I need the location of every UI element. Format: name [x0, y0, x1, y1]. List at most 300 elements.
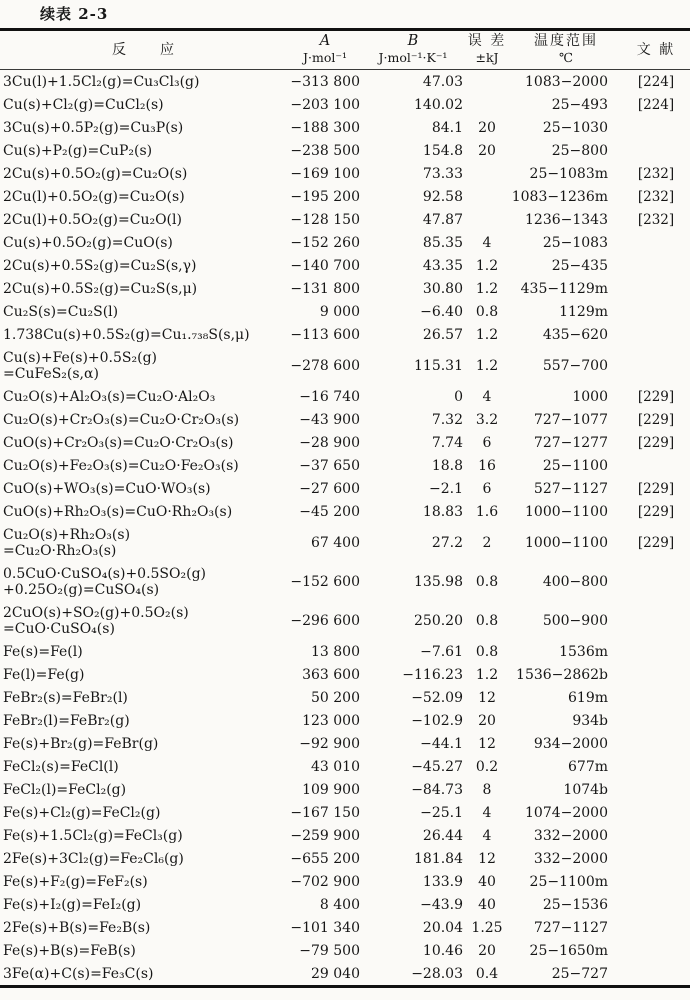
reaction-line: CuO(s)+Rh₂O₃(s)=CuO·Rh₂O₃(s): [3, 503, 233, 520]
table-row: [0, 116, 690, 139]
a-value-cell: −28 900: [299, 434, 360, 451]
error-value-cell: 0.8: [475, 303, 499, 320]
temp-range-cell: 619m: [568, 689, 608, 706]
temp-range-cell: 1000: [572, 388, 608, 405]
reaction-cell: [0, 686, 288, 709]
reference-cell: [229]: [637, 411, 675, 428]
reference-cell: [622, 663, 690, 686]
reference-cell: [232]: [637, 211, 675, 228]
reference-cell: [232]: [637, 188, 675, 205]
error-value-cell: 20: [478, 942, 496, 959]
temp-range-cell: 25−1100m: [529, 873, 608, 890]
reaction-cell: [0, 408, 288, 431]
reaction-line: Cu₂O(s)+Fe₂O₃(s)=Cu₂O·Fe₂O₃(s): [3, 457, 239, 474]
reaction-cell: [0, 601, 288, 640]
reaction-line: Fe(s)+F₂(g)=FeF₂(s): [3, 873, 148, 890]
a-value-cell: −195 200: [290, 188, 360, 205]
reference-cell: [622, 824, 690, 847]
a-value-cell: 9 000: [319, 303, 360, 320]
error-value-cell: 6: [482, 480, 492, 497]
header-B-symbol: B: [407, 33, 419, 49]
reference-cell: [232]: [637, 165, 675, 182]
a-value-cell: −43 900: [299, 411, 360, 428]
error-value-cell: 0.8: [475, 573, 499, 590]
reaction-cell: [0, 300, 288, 323]
reference-cell: [224]: [637, 96, 675, 113]
reaction-cell: [0, 939, 288, 962]
reference-cell: [622, 601, 690, 640]
temp-range-cell: 1074b: [563, 781, 608, 798]
reaction-cell: [0, 93, 288, 116]
reaction-line: Cu(s)+Cl₂(g)=CuCl₂(s): [3, 96, 164, 113]
temp-range-cell: 727−1077: [533, 411, 608, 428]
error-value-cell: 2: [482, 534, 492, 551]
table-row: [0, 346, 690, 385]
table-row: [0, 916, 690, 939]
reaction-line: 3Fe(α)+C(s)=Fe₃C(s): [3, 965, 154, 982]
b-value-cell: 92.58: [422, 188, 463, 205]
table-row: [0, 847, 690, 870]
reaction-cell: [0, 70, 288, 94]
reaction-cell: [0, 254, 288, 277]
reference-cell: [622, 755, 690, 778]
a-value-cell: −259 900: [290, 827, 360, 844]
reference-cell: [622, 939, 690, 962]
temp-range-cell: 25−800: [551, 142, 608, 159]
reference-cell: [622, 254, 690, 277]
a-value-cell: −45 200: [299, 503, 360, 520]
b-value-cell: 10.46: [422, 942, 463, 959]
reaction-line: Fe(s)+1.5Cl₂(g)=FeCl₃(g): [3, 827, 183, 844]
table-body: [0, 70, 690, 987]
b-value-cell: 7.74: [431, 434, 463, 451]
a-value-cell: −128 150: [290, 211, 360, 228]
error-value-cell: 1.25: [471, 919, 503, 936]
reference-cell: [622, 893, 690, 916]
reaction-cell: [0, 801, 288, 824]
temp-range-cell: 435−620: [542, 326, 608, 343]
b-value-cell: −52.09: [411, 689, 463, 706]
temp-range-cell: 527−1127: [533, 480, 608, 497]
error-value-cell: 12: [478, 735, 496, 752]
reaction-line: CuO(s)+WO₃(s)=CuO·WO₃(s): [3, 480, 211, 497]
reaction-cell: [0, 277, 288, 300]
a-value-cell: −140 700: [290, 257, 360, 274]
error-value-cell: 20: [478, 712, 496, 729]
error-value-cell: 3.2: [475, 411, 499, 428]
b-value-cell: 85.35: [422, 234, 463, 251]
reaction-cell: [0, 454, 288, 477]
reaction-line: 3Cu(l)+1.5Cl₂(g)=Cu₃Cl₃(g): [3, 73, 200, 90]
temp-range-cell: 25−1083m: [529, 165, 608, 182]
header-A-symbol: A: [319, 33, 331, 49]
temp-range-cell: 25−1536: [542, 896, 608, 913]
b-value-cell: −43.9: [420, 896, 463, 913]
reaction-line: CuO(s)+Cr₂O₃(s)=Cu₂O·Cr₂O₃(s): [3, 434, 234, 451]
table-row: [0, 477, 690, 500]
reaction-line: Cu₂O(s)+Al₂O₃(s)=Cu₂O·Al₂O₃: [3, 388, 216, 405]
error-value-cell: [464, 208, 510, 231]
reference-cell: [229]: [637, 503, 675, 520]
a-value-cell: 363 600: [302, 666, 360, 683]
error-value-cell: 40: [478, 873, 496, 890]
b-value-cell: 133.9: [422, 873, 463, 890]
header-B-unit: J·mol⁻¹·K⁻¹: [378, 50, 448, 65]
error-value-cell: 1.2: [475, 666, 499, 683]
table-row: [0, 185, 690, 208]
reaction-cell: [0, 323, 288, 346]
table-row: [0, 431, 690, 454]
reference-cell: [622, 231, 690, 254]
reaction-line: 2Cu(s)+0.5S₂(g)=Cu₂S(s,μ): [3, 280, 198, 297]
table-row: [0, 277, 690, 300]
a-value-cell: −131 800: [290, 280, 360, 297]
a-value-cell: −203 100: [290, 96, 360, 113]
table-row: [0, 385, 690, 408]
b-value-cell: 135.98: [414, 573, 463, 590]
b-value-cell: −84.73: [411, 781, 463, 798]
table-row: [0, 454, 690, 477]
table-row: [0, 300, 690, 323]
b-value-cell: 43.35: [422, 257, 463, 274]
temp-range-cell: 1236−1343: [525, 211, 608, 228]
a-value-cell: −113 600: [290, 326, 360, 343]
temp-range-cell: 1000−1100: [525, 534, 608, 551]
error-value-cell: 20: [478, 119, 496, 136]
temp-range-cell: 25−1030: [542, 119, 608, 136]
header-error: [464, 30, 510, 70]
error-value-cell: 0.8: [475, 643, 499, 660]
a-value-cell: −169 100: [290, 165, 360, 182]
a-value-cell: 13 800: [311, 643, 360, 660]
reaction-line: FeCl₂(s)=FeCl(l): [3, 758, 119, 775]
b-value-cell: 47.03: [422, 73, 463, 90]
reference-cell: [622, 454, 690, 477]
reaction-line: =Cu₂O·Rh₂O₃(s): [3, 542, 117, 559]
error-value-cell: [464, 185, 510, 208]
b-value-cell: 7.32: [431, 411, 463, 428]
temp-range-cell: 332−2000: [533, 850, 608, 867]
temp-range-cell: 25−493: [551, 96, 608, 113]
temp-range-cell: 25−727: [551, 965, 608, 982]
b-value-cell: 115.31: [414, 357, 463, 374]
reference-cell: [622, 801, 690, 824]
reaction-line: Cu₂O(s)+Cr₂O₃(s)=Cu₂O·Cr₂O₃(s): [3, 411, 240, 428]
table-row: [0, 709, 690, 732]
header-error-unit: ±kJ: [475, 50, 499, 65]
header-A: [288, 30, 362, 70]
reaction-cell: [0, 208, 288, 231]
header-reference: [622, 30, 690, 70]
b-value-cell: −116.23: [402, 666, 463, 683]
reaction-cell: [0, 640, 288, 663]
reaction-cell: [0, 185, 288, 208]
table-row: [0, 601, 690, 640]
b-value-cell: 26.44: [422, 827, 463, 844]
reaction-cell: [0, 477, 288, 500]
reaction-cell: [0, 732, 288, 755]
temp-range-cell: 727−1277: [533, 434, 608, 451]
reaction-cell: [0, 139, 288, 162]
b-value-cell: 18.83: [422, 503, 463, 520]
reference-cell: [229]: [637, 480, 675, 497]
table-row: [0, 93, 690, 116]
error-value-cell: 6: [482, 434, 492, 451]
reaction-cell: [0, 663, 288, 686]
b-value-cell: 0: [454, 388, 463, 405]
table-row: [0, 870, 690, 893]
reaction-line: =CuFeS₂(s,α): [3, 365, 99, 382]
header-temp-range-unit: ℃: [559, 50, 573, 65]
header-row: [0, 30, 690, 70]
a-value-cell: −79 500: [299, 942, 360, 959]
reaction-line: FeBr₂(s)=FeBr₂(l): [3, 689, 128, 706]
b-value-cell: −7.61: [420, 643, 463, 660]
b-value-cell: −25.1: [420, 804, 463, 821]
header-error-label: 误 差: [467, 33, 507, 49]
reaction-line: FeBr₂(l)=FeBr₂(g): [3, 712, 130, 729]
b-value-cell: 27.2: [431, 534, 463, 551]
temp-range-cell: 1083−1236m: [511, 188, 608, 205]
error-value-cell: 8: [482, 781, 492, 798]
reference-cell: [229]: [637, 434, 675, 451]
table-row: [0, 640, 690, 663]
b-value-cell: −45.27: [411, 758, 463, 775]
reaction-cell: [0, 893, 288, 916]
temp-range-cell: 25−435: [551, 257, 608, 274]
a-value-cell: −702 900: [290, 873, 360, 890]
a-value-cell: −27 600: [299, 480, 360, 497]
reaction-cell: [0, 870, 288, 893]
reaction-line: Cu(s)+Fe(s)+0.5S₂(g): [3, 349, 157, 366]
reaction-line: Fe(s)+B(s)=FeB(s): [3, 942, 136, 959]
reaction-cell: [0, 162, 288, 185]
temp-range-cell: 934−2000: [533, 735, 608, 752]
table-title: 续表 2-3: [40, 5, 109, 23]
reaction-line: 2Fe(s)+3Cl₂(g)=Fe₂Cl₆(g): [3, 850, 184, 867]
reaction-cell: [0, 500, 288, 523]
reference-cell: [622, 323, 690, 346]
a-value-cell: −37 650: [299, 457, 360, 474]
error-value-cell: 1.2: [475, 280, 499, 297]
reaction-line: 2Cu(l)+0.5O₂(g)=Cu₂O(s): [3, 188, 185, 205]
b-value-cell: 26.57: [422, 326, 463, 343]
reaction-line: Fe(l)=Fe(g): [3, 666, 85, 683]
header-temp-range: [510, 30, 622, 70]
a-value-cell: 50 200: [311, 689, 360, 706]
reaction-cell: [0, 778, 288, 801]
reaction-line: 2Cu(s)+0.5O₂(g)=Cu₂O(s): [3, 165, 188, 182]
reaction-cell: [0, 431, 288, 454]
reference-cell: [622, 732, 690, 755]
table-row: [0, 408, 690, 431]
reaction-cell: [0, 346, 288, 385]
error-value-cell: 4: [482, 388, 492, 405]
reaction-line: Cu(s)+0.5O₂(g)=CuO(s): [3, 234, 173, 251]
error-value-cell: 12: [478, 689, 496, 706]
reaction-line: 2Fe(s)+B(s)=Fe₂B(s): [3, 919, 151, 936]
table-row: [0, 778, 690, 801]
error-value-cell: [464, 93, 510, 116]
a-value-cell: −278 600: [290, 357, 360, 374]
reaction-cell: [0, 755, 288, 778]
reference-cell: [229]: [637, 534, 675, 551]
a-value-cell: 123 000: [302, 712, 360, 729]
temp-range-cell: 727−1127: [533, 919, 608, 936]
table-row: [0, 139, 690, 162]
error-value-cell: [464, 70, 510, 94]
reaction-cell: [0, 523, 288, 562]
reaction-line: =CuO·CuSO₄(s): [3, 620, 115, 637]
a-value-cell: −101 340: [290, 919, 360, 936]
table-row: [0, 939, 690, 962]
table-row: [0, 824, 690, 847]
reaction-cell: [0, 562, 288, 601]
table-row: [0, 500, 690, 523]
error-value-cell: 4: [482, 804, 492, 821]
reference-cell: [622, 686, 690, 709]
reaction-line: 0.5CuO·CuSO₄(s)+0.5SO₂(g): [3, 565, 206, 582]
a-value-cell: −238 500: [290, 142, 360, 159]
reference-cell: [622, 962, 690, 987]
temp-range-cell: 25−1100: [542, 457, 608, 474]
b-value-cell: −6.40: [420, 303, 463, 320]
reaction-cell: [0, 116, 288, 139]
temp-range-cell: 400−800: [542, 573, 608, 590]
reaction-line: 2Cu(l)+0.5O₂(g)=Cu₂O(l): [3, 211, 182, 228]
b-value-cell: −28.03: [411, 965, 463, 982]
b-value-cell: −44.1: [420, 735, 463, 752]
error-value-cell: 1.6: [475, 503, 499, 520]
temp-range-cell: 1536m: [559, 643, 608, 660]
reference-cell: [622, 640, 690, 663]
reaction-line: Fe(s)=Fe(l): [3, 643, 83, 660]
a-value-cell: −167 150: [290, 804, 360, 821]
reaction-cell: [0, 709, 288, 732]
error-value-cell: 1.2: [475, 257, 499, 274]
temp-range-cell: 435−1129m: [520, 280, 608, 297]
reference-cell: [622, 139, 690, 162]
a-value-cell: −296 600: [290, 612, 360, 629]
reaction-line: Fe(s)+Br₂(g)=FeBr(g): [3, 735, 159, 752]
temp-range-cell: 25−1083: [542, 234, 608, 251]
table-row: [0, 686, 690, 709]
header-reaction: [0, 30, 288, 70]
temp-range-cell: 1129m: [559, 303, 608, 320]
error-value-cell: 4: [482, 827, 492, 844]
thermodynamic-data-table: [0, 28, 690, 988]
reaction-cell: [0, 231, 288, 254]
a-value-cell: −655 200: [290, 850, 360, 867]
table-row: [0, 254, 690, 277]
error-value-cell: [464, 162, 510, 185]
table-row: [0, 755, 690, 778]
reaction-cell: [0, 962, 288, 987]
a-value-cell: −152 260: [290, 234, 360, 251]
a-value-cell: 67 400: [311, 534, 360, 551]
b-value-cell: 47.87: [422, 211, 463, 228]
b-value-cell: 140.02: [414, 96, 463, 113]
a-value-cell: 43 010: [311, 758, 360, 775]
error-value-cell: 1.2: [475, 326, 499, 343]
table-row: [0, 962, 690, 987]
header-reaction-label: 反 应: [112, 41, 176, 58]
reaction-line: 3Cu(s)+0.5P₂(g)=Cu₃P(s): [3, 119, 184, 136]
b-value-cell: −102.9: [411, 712, 463, 729]
error-value-cell: 0.4: [475, 965, 499, 982]
reference-cell: [622, 346, 690, 385]
temp-range-cell: 1536−2862b: [516, 666, 608, 683]
error-value-cell: 0.2: [475, 758, 499, 775]
reference-cell: [622, 709, 690, 732]
error-value-cell: 16: [478, 457, 496, 474]
temp-range-cell: 500−900: [542, 612, 608, 629]
error-value-cell: 1.2: [475, 357, 499, 374]
b-value-cell: 84.1: [431, 119, 463, 136]
reference-cell: [622, 277, 690, 300]
temp-range-cell: 1074−2000: [525, 804, 608, 821]
table-row: [0, 208, 690, 231]
reference-cell: [622, 916, 690, 939]
temp-range-cell: 25−1650m: [529, 942, 608, 959]
reaction-line: 1.738Cu(s)+0.5S₂(g)=Cu₁.₇₃₈S(s,μ): [3, 326, 250, 343]
a-value-cell: 109 900: [302, 781, 360, 798]
temp-range-cell: 557−700: [542, 357, 608, 374]
reaction-cell: [0, 916, 288, 939]
a-value-cell: −188 300: [290, 119, 360, 136]
b-value-cell: 18.8: [431, 457, 463, 474]
error-value-cell: 0.8: [475, 612, 499, 629]
temp-range-cell: 934b: [572, 712, 608, 729]
error-value-cell: 12: [478, 850, 496, 867]
reaction-line: 2CuO(s)+SO₂(g)+0.5O₂(s): [3, 604, 189, 621]
table-row: [0, 70, 690, 94]
reference-cell: [622, 116, 690, 139]
reference-cell: [622, 870, 690, 893]
reaction-line: +0.25O₂(g)=CuSO₄(s): [3, 581, 160, 598]
error-value-cell: 40: [478, 896, 496, 913]
reference-cell: [622, 562, 690, 601]
table-header: [0, 30, 690, 70]
header-B: [362, 30, 464, 70]
temp-range-cell: 332−2000: [533, 827, 608, 844]
header-A-unit: J·mol⁻¹: [303, 50, 347, 65]
b-value-cell: 73.33: [422, 165, 463, 182]
table-row: [0, 801, 690, 824]
reference-cell: [622, 847, 690, 870]
reference-cell: [229]: [637, 388, 675, 405]
reaction-cell: [0, 847, 288, 870]
reference-cell: [622, 778, 690, 801]
reaction-line: Cu₂O(s)+Rh₂O₃(s): [3, 526, 131, 543]
reaction-line: Fe(s)+I₂(g)=FeI₂(g): [3, 896, 142, 913]
a-value-cell: −16 740: [299, 388, 360, 405]
reaction-line: Cu(s)+P₂(g)=CuP₂(s): [3, 142, 153, 159]
b-value-cell: 30.80: [422, 280, 463, 297]
reference-cell: [224]: [637, 73, 675, 90]
reaction-line: Cu₂S(s)=Cu₂S(l): [3, 303, 119, 320]
reaction-cell: [0, 385, 288, 408]
a-value-cell: −313 800: [290, 73, 360, 90]
temp-range-cell: 1083−2000: [525, 73, 608, 90]
error-value-cell: 4: [482, 234, 492, 251]
table-row: [0, 162, 690, 185]
temp-range-cell: 677m: [568, 758, 608, 775]
error-value-cell: 20: [478, 142, 496, 159]
temp-range-cell: 1000−1100: [525, 503, 608, 520]
a-value-cell: 8 400: [319, 896, 360, 913]
reaction-line: FeCl₂(l)=FeCl₂(g): [3, 781, 127, 798]
